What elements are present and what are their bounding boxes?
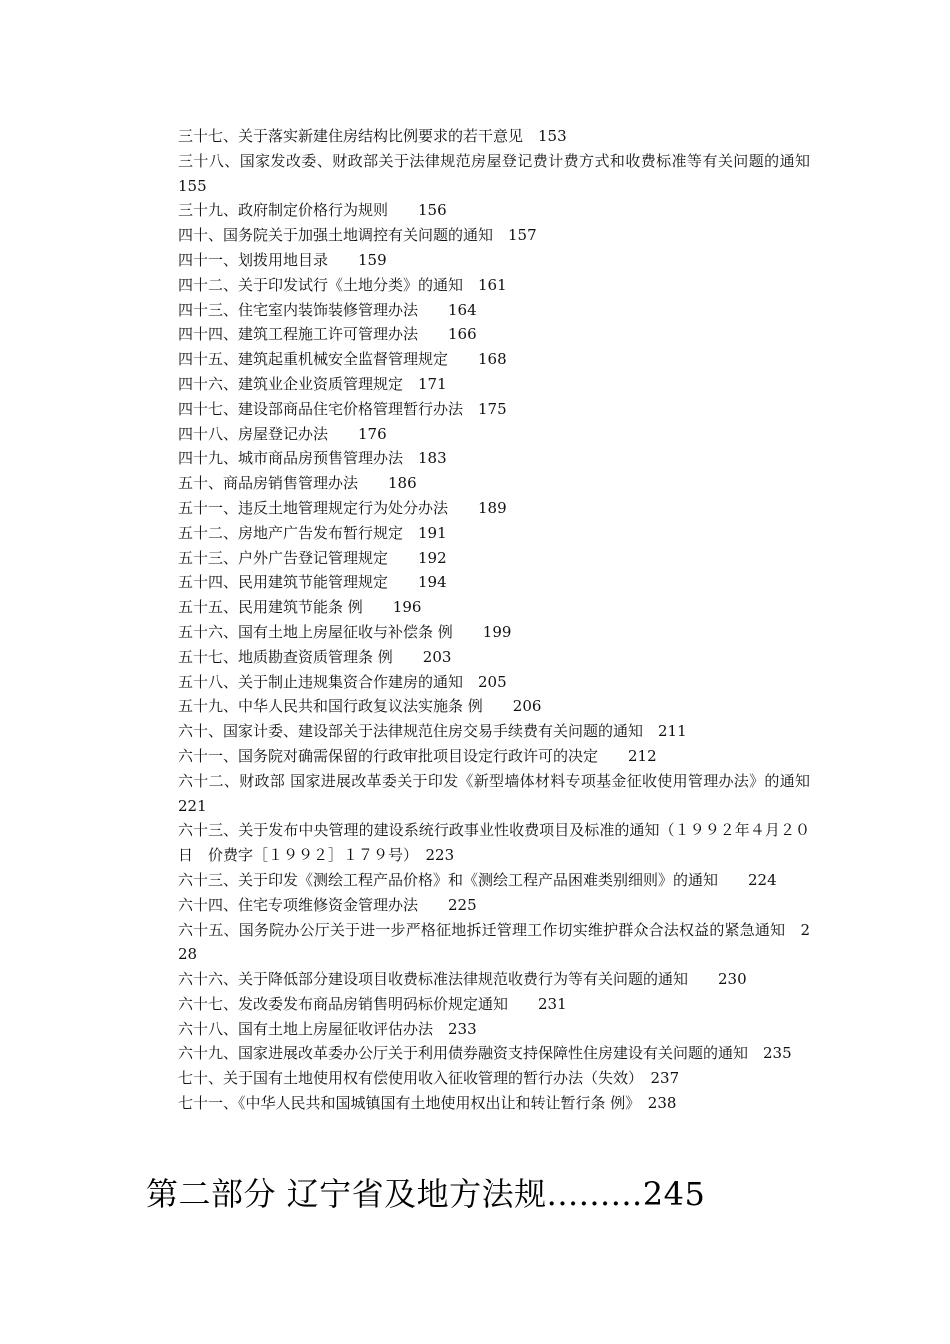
toc-entry[interactable]: 四十八、房屋登记办法 176: [178, 424, 387, 443]
toc-entry[interactable]: 七十一、《中华人民共和国城镇国有土地使用权出让和转让暂行条 例》 238: [178, 1094, 677, 1113]
toc-entry[interactable]: 六十、国家计委、建设部关于法律规范住房交易手续费有关问题的通知 211: [178, 722, 687, 741]
toc-entry[interactable]: 五十二、房地产广告发布暂行规定 191: [178, 523, 447, 542]
toc-entry[interactable]: 四十二、关于印发试行《土地分类》的通知 161: [178, 275, 507, 294]
toc-entry[interactable]: 四十五、建筑起重机械安全监督管理规定 168: [178, 350, 507, 369]
toc-entry[interactable]: 五十三、户外广告登记管理规定 192: [178, 548, 447, 567]
toc-entry[interactable]: 七十、关于国有土地使用权有偿使用收入征收管理的暂行办法（失效） 237: [178, 1069, 680, 1088]
toc-entry[interactable]: 四十一、划拨用地目录 159: [178, 250, 387, 269]
toc-entry[interactable]: 六十七、发改委发布商品房销售明码标价规定通知 231: [178, 994, 567, 1013]
toc-entry[interactable]: 六十九、国家进展改革委办公厅关于利用债券融资支持保障性住房建设有关问题的通知 235: [178, 1044, 792, 1063]
toc-entry[interactable]: 五十、商品房销售管理办法 186: [178, 474, 417, 493]
toc-entry[interactable]: 六十二、财政部 国家进展改革委关于印发《新型墙体材料专项基金征收使用管理办法》的通知 221: [178, 771, 826, 815]
toc-entry[interactable]: 三十九、政府制定价格行为规则 156: [178, 201, 447, 220]
toc-entry[interactable]: 五十六、国有土地上房屋征收与补偿条 例 199: [178, 622, 512, 641]
toc-entry[interactable]: 四十九、城市商品房预售管理办法 183: [178, 449, 447, 468]
toc-entry[interactable]: 五十一、违反土地管理规定行为处分办法 189: [178, 498, 507, 517]
table-of-contents: [178, 124, 841, 1116]
toc-entry[interactable]: 六十三、关于印发《测绘工程产品价格》和《测绘工程产品困难类别细则》的通知 224: [178, 870, 777, 889]
toc-entry[interactable]: 五十七、地质勘查资质管理条 例 203: [178, 647, 452, 666]
toc-entry[interactable]: 五十五、民用建筑节能条 例 196: [178, 598, 422, 617]
toc-entry[interactable]: 四十六、建筑业企业资质管理规定 171: [178, 374, 447, 393]
toc-entry[interactable]: 四十三、住宅室内装饰装修管理办法 164: [178, 300, 477, 319]
toc-entry[interactable]: 六十一、国务院对确需保留的行政审批项目设定行政许可的决定 212: [178, 746, 657, 765]
toc-entry[interactable]: 六十八、国有土地上房屋征收评估办法 233: [178, 1019, 477, 1038]
toc-entry[interactable]: 六十五、国务院办公厅关于进一步严格征地拆迁管理工作切实维护群众合法权益的紧急通知 228: [178, 920, 810, 964]
part-heading[interactable]: 第二部分 辽宁省及地方法规.........245: [146, 1175, 706, 1213]
toc-entry[interactable]: 三十七、关于落实新建住房结构比例要求的若干意见 153: [178, 127, 567, 145]
toc-entry[interactable]: 四十四、建筑工程施工许可管理办法 166: [178, 325, 477, 344]
toc-entry[interactable]: 四十、国务院关于加强土地调控有关问题的通知 157: [178, 226, 537, 245]
toc-entry[interactable]: 三十八、国家发改委、财政部关于法律规范房屋登记费计费方式和收费标准等有关问题的通知 155: [178, 151, 841, 195]
toc-entry[interactable]: 六十四、住宅专项维修资金管理办法 225: [178, 895, 477, 914]
toc-entry[interactable]: 六十三、关于发布中央管理的建设系统行政事业性收费项目及标准的通知（１９９２年４月２０日 价费字［１９９２］１７９号） 223: [178, 821, 810, 865]
toc-entry[interactable]: 四十七、建设部商品住宅价格管理暂行办法 175: [178, 399, 507, 418]
toc-entry[interactable]: 六十六、关于降低部分建设项目收费标准法律规范收费行为等有关问题的通知 230: [178, 970, 747, 989]
toc-entry[interactable]: 五十八、关于制止违规集资合作建房的通知 205: [178, 672, 507, 691]
toc-entry[interactable]: 五十九、中华人民共和国行政复议法实施条 例 206: [178, 697, 542, 716]
toc-entry[interactable]: 五十四、民用建筑节能管理规定 194: [178, 573, 447, 592]
